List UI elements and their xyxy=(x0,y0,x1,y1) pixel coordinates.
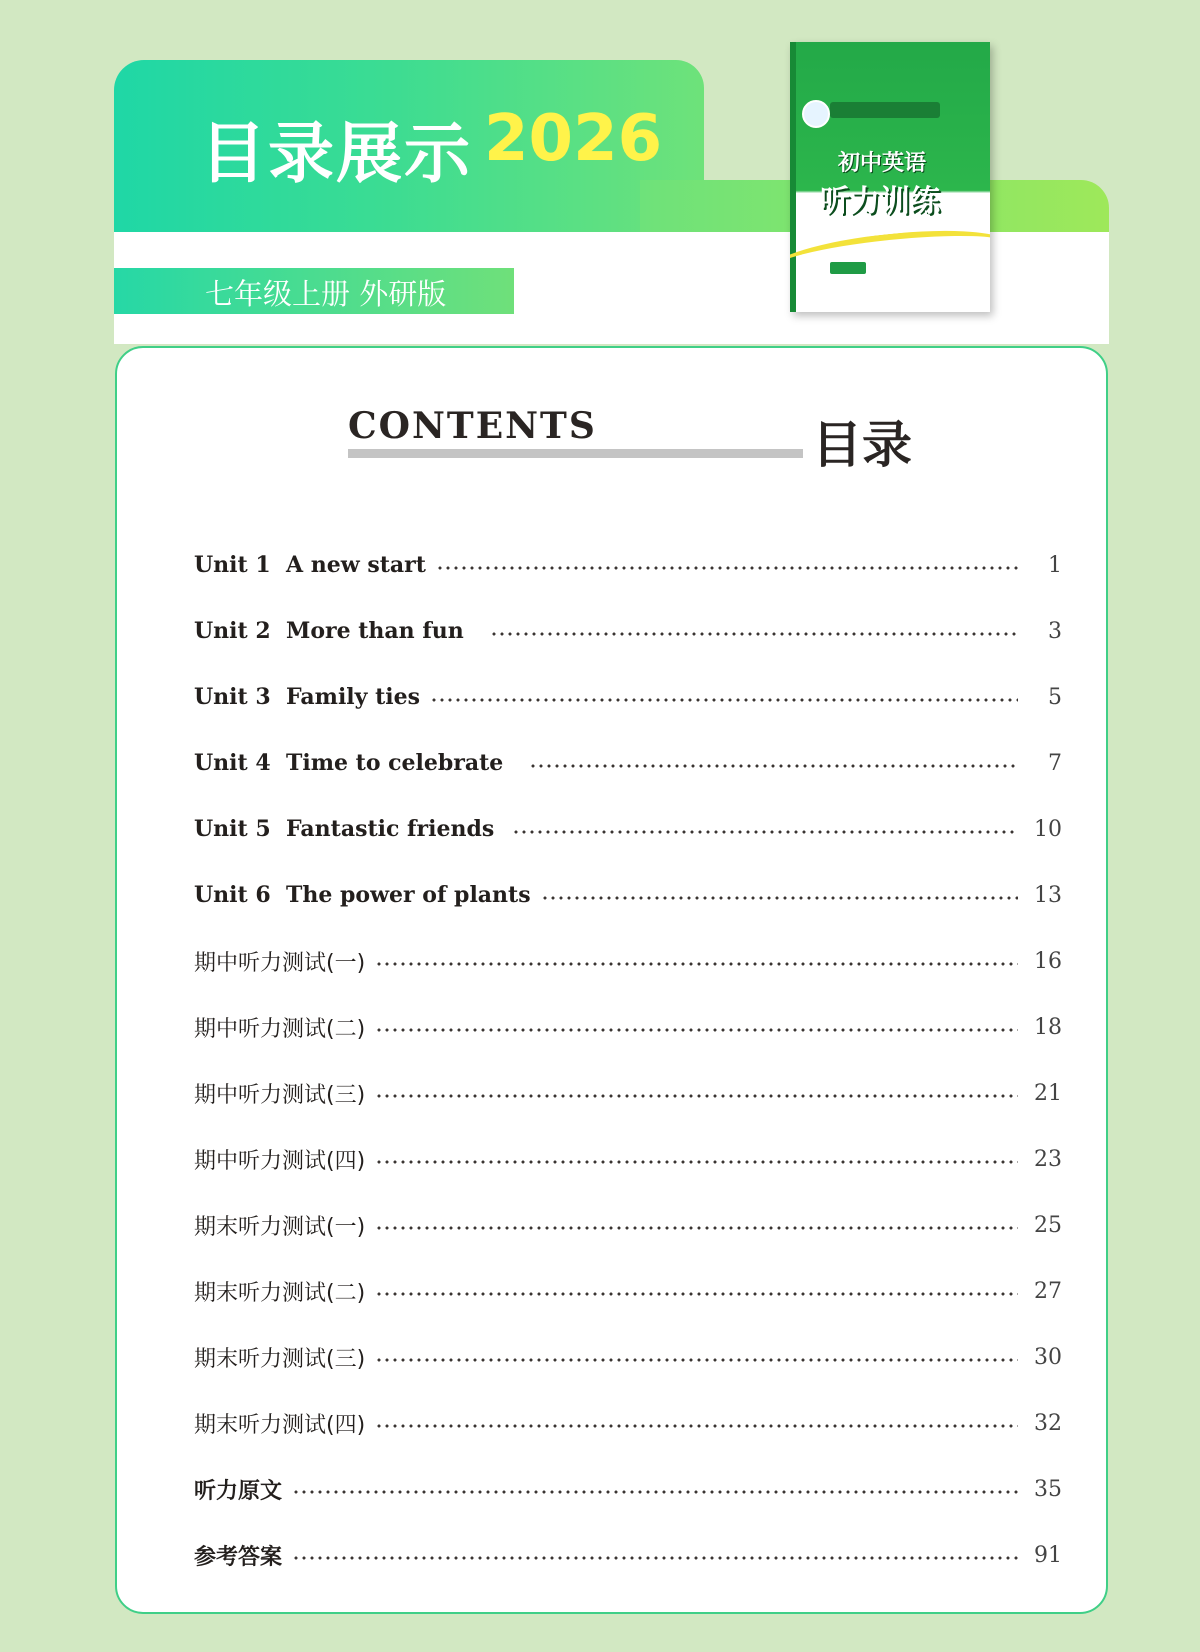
banner-notch xyxy=(704,150,744,180)
toc-row[interactable] xyxy=(194,598,1062,664)
toc-leader-dots xyxy=(375,1028,1018,1032)
toc-row[interactable] xyxy=(194,1390,1062,1456)
toc-row[interactable] xyxy=(194,1456,1062,1522)
subtitle-text: 七年级上册 外研版 xyxy=(205,277,447,311)
toc-leader-dots xyxy=(541,896,1018,900)
toc-page: 35 xyxy=(1034,1476,1062,1502)
toc-row[interactable] xyxy=(194,796,1062,862)
toc-page: 3 xyxy=(1048,618,1062,644)
toc-page: 13 xyxy=(1034,882,1062,908)
toc-page: 10 xyxy=(1034,816,1062,842)
toc-leader-dots xyxy=(512,830,1018,834)
toc-title: 听力原文 xyxy=(194,1478,283,1504)
toc-row[interactable] xyxy=(194,1060,1062,1126)
toc-leader-dots xyxy=(436,566,1018,570)
toc-leader-dots xyxy=(430,698,1018,702)
toc-page: 5 xyxy=(1048,684,1062,710)
toc-page: 16 xyxy=(1034,948,1062,974)
book-title-line1: 初中英语 xyxy=(838,151,927,176)
toc-leader-dots xyxy=(375,1226,1018,1230)
toc-row[interactable] xyxy=(194,1192,1062,1258)
toc-page: 30 xyxy=(1034,1344,1062,1370)
toc-leader-dots xyxy=(529,764,1018,768)
toc-unit: Unit 5 xyxy=(194,816,271,842)
book-cover-image xyxy=(790,42,990,312)
book-series-strip xyxy=(830,102,940,118)
toc-unit: Unit 6 xyxy=(194,882,271,908)
toc-page: 23 xyxy=(1034,1146,1062,1172)
banner-year: 2026 xyxy=(484,102,663,176)
toc-title: 期末听力测试(二) xyxy=(194,1280,366,1306)
toc-unit: Unit 2 xyxy=(194,618,271,644)
toc-leader-dots xyxy=(375,1094,1018,1098)
toc-title: More than fun xyxy=(286,618,464,644)
book-wave-decoration xyxy=(790,222,990,293)
toc-title: Fantastic friends xyxy=(286,816,495,842)
book-grade-badge xyxy=(830,262,866,274)
toc-leader-dots xyxy=(292,1490,1018,1494)
table-of-contents xyxy=(194,532,1062,1588)
toc-unit: Unit 1 xyxy=(194,552,271,578)
toc-title: The power of plants xyxy=(286,882,531,908)
toc-title: 期中听力测试(四) xyxy=(194,1148,366,1174)
toc-unit: Unit 3 xyxy=(194,684,271,710)
toc-page: 18 xyxy=(1034,1014,1062,1040)
toc-unit: Unit 4 xyxy=(194,750,271,776)
contents-underline xyxy=(348,449,803,458)
toc-title: 参考答案 xyxy=(194,1544,283,1570)
toc-row[interactable] xyxy=(194,532,1062,598)
toc-leader-dots xyxy=(375,1358,1018,1362)
toc-row[interactable] xyxy=(194,730,1062,796)
banner-title: 目录展示 xyxy=(200,115,472,192)
toc-title: Family ties xyxy=(286,684,421,710)
toc-page: 25 xyxy=(1034,1212,1062,1238)
toc-page: 1 xyxy=(1048,552,1062,578)
toc-row[interactable] xyxy=(194,664,1062,730)
toc-title: 期末听力测试(三) xyxy=(194,1346,366,1372)
toc-title: Time to celebrate xyxy=(286,750,504,776)
contents-heading-en: CONTENTS xyxy=(348,405,597,447)
publisher-logo-icon xyxy=(802,100,830,128)
toc-title: 期末听力测试(四) xyxy=(194,1412,366,1438)
toc-leader-dots xyxy=(490,632,1018,636)
toc-title: A new start xyxy=(286,552,426,578)
contents-heading-zh: 目录 xyxy=(812,416,912,474)
toc-page: 91 xyxy=(1034,1542,1062,1568)
toc-row[interactable] xyxy=(194,862,1062,928)
toc-leader-dots xyxy=(292,1556,1018,1560)
toc-title: 期末听力测试(一) xyxy=(194,1214,366,1240)
book-title-line2: 听力训练 xyxy=(820,184,940,219)
toc-row[interactable] xyxy=(194,1522,1062,1588)
toc-row[interactable] xyxy=(194,1324,1062,1390)
toc-page: 32 xyxy=(1034,1410,1062,1436)
toc-page: 7 xyxy=(1048,750,1062,776)
toc-leader-dots xyxy=(375,1160,1018,1164)
toc-row[interactable] xyxy=(194,928,1062,994)
toc-row[interactable] xyxy=(194,1258,1062,1324)
toc-leader-dots xyxy=(375,1424,1018,1428)
toc-page: 21 xyxy=(1034,1080,1062,1106)
toc-title: 期中听力测试(三) xyxy=(194,1082,366,1108)
toc-page: 27 xyxy=(1034,1278,1062,1304)
toc-leader-dots xyxy=(375,1292,1018,1296)
toc-title: 期中听力测试(一) xyxy=(194,950,366,976)
toc-leader-dots xyxy=(375,962,1018,966)
toc-title: 期中听力测试(二) xyxy=(194,1016,366,1042)
toc-row[interactable] xyxy=(194,1126,1062,1192)
toc-row[interactable] xyxy=(194,994,1062,1060)
